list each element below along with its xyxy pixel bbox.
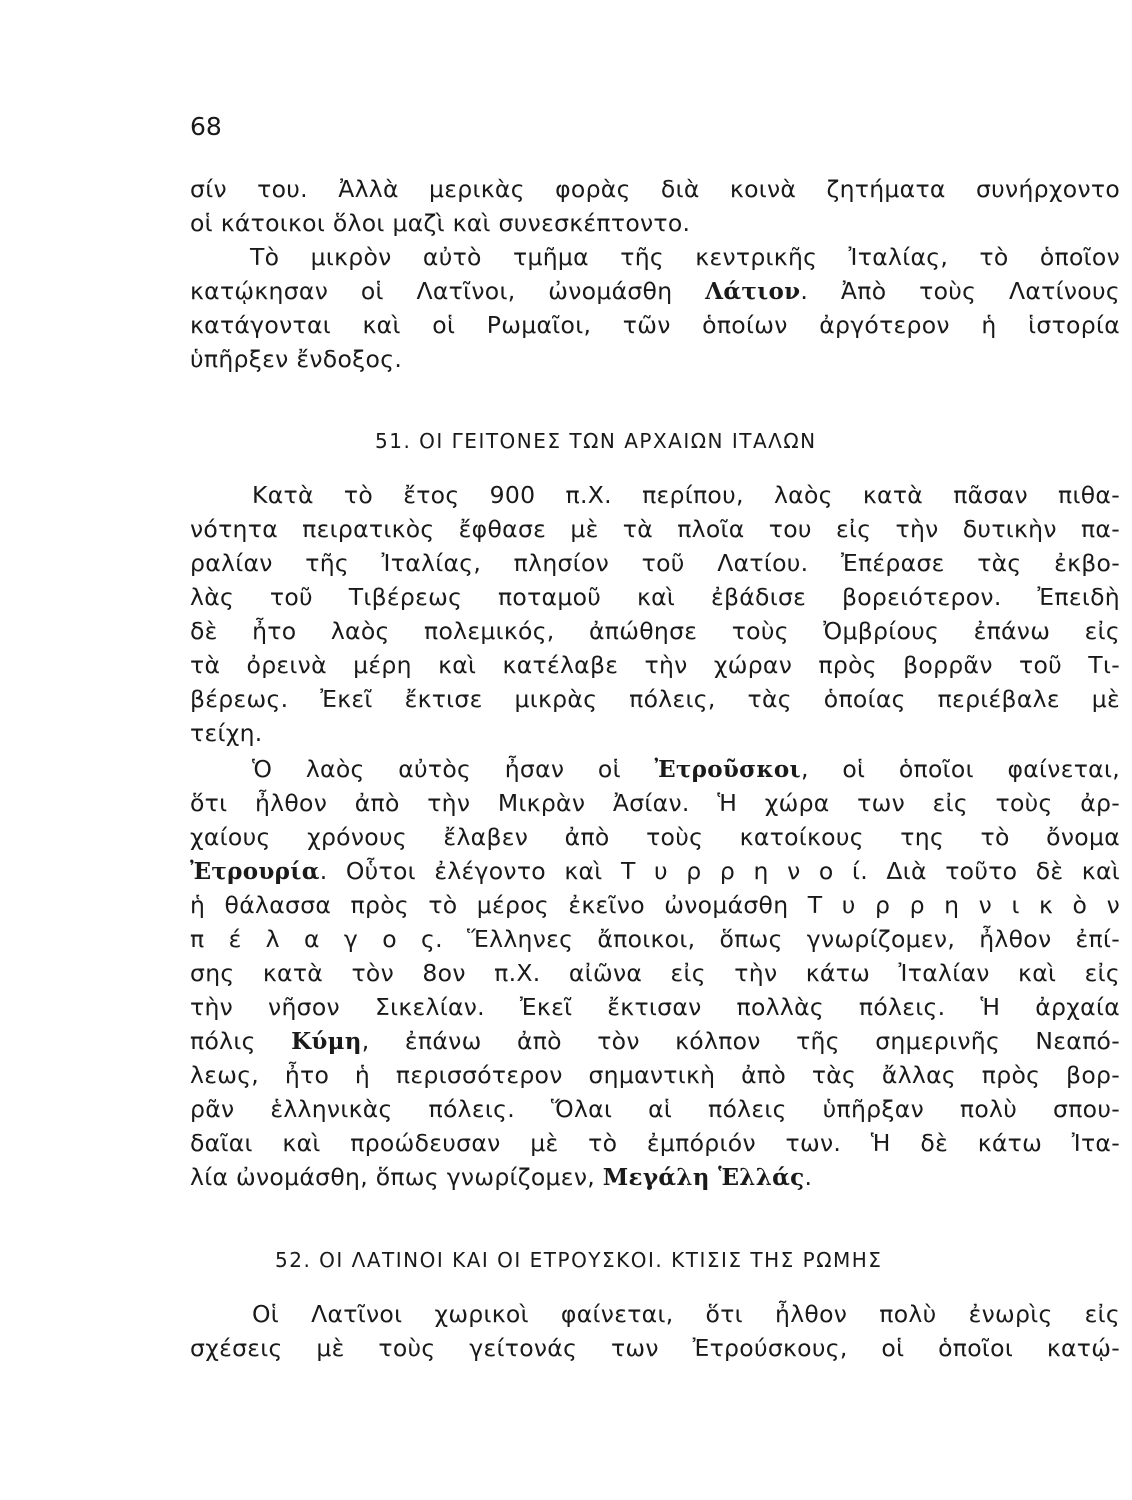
text-line: τείχη.	[190, 719, 263, 747]
emphasized-term: Μεγάλη Ἑλλάς	[602, 1164, 805, 1191]
text-line	[190, 1024, 1120, 1058]
text-line: σχέσεις μὲ τοὺς γείτονάς των Ἐτρούσκους, οἱ ὁποῖοι κατῴ-	[190, 1334, 1120, 1362]
text-line: π έ λ α γ ο ς. Ἕλληνες ἄποικοι, ὅπως γνωρίζομεν, ἦλθον ἐπί-	[190, 925, 1120, 953]
intro-text	[190, 172, 1120, 376]
text-line: Οἱ Λατῖνοι χωρικοὶ φαίνεται, ὅτι ἦλθον πολὺ ἐνωρὶς εἰς	[252, 1300, 1120, 1328]
text-line: ὅτι ἦλθον ἀπὸ τὴν Μικρὰν Ἀσίαν. Ἡ χώρα των εἰς τοὺς ἀρ-	[190, 789, 1120, 817]
section-51-paragraph-1	[190, 478, 1120, 750]
section-heading: 51. ΟΙ ΓΕΙΤΟΝΕΣ ΤΩΝ ΑΡΧΑΙΩΝ ΙΤΑΛΩΝ	[375, 429, 817, 453]
text-line: βέρεως. Ἐκεῖ ἔκτισε μικρὰς πόλεις, τὰς ὁποίας περιέβαλε μὲ	[190, 685, 1120, 713]
emphasized-term: Λάτιον	[705, 278, 801, 305]
text-run: , οἱ ὁποῖοι φαίνεται,	[800, 755, 1120, 783]
text-run: . Οὗτοι ἐλέγοντο καὶ Τ υ ρ ρ η ν ο ί. Διὰ τοῦτο δὲ καὶ	[319, 857, 1120, 885]
text-line: τὰ ὀρεινὰ μέρη καὶ κατέλαβε τὴν χώραν πρὸς βορρᾶν τοῦ Τι-	[190, 651, 1120, 679]
text-line: ραλίαν τῆς Ἰταλίας, πλησίον τοῦ Λατίου. Ἐπέρασε τὰς ἐκβο-	[190, 549, 1120, 577]
page-number: 68	[190, 112, 222, 141]
text-line: Τὸ μικρὸν αὐτὸ τμῆμα τῆς κεντρικῆς Ἰταλίας, τὸ ὁποῖον	[250, 243, 1120, 271]
text-run: Ὁ λαὸς αὐτὸς ἦσαν οἱ	[252, 755, 621, 783]
text-line: νότητα πειρατικὸς ἔφθασε μὲ τὰ πλοῖα του εἰς τὴν δυτικὴν πα-	[190, 515, 1120, 543]
text-line: ὑπῆρξεν ἔνδοξος.	[190, 345, 403, 373]
text-line: χαίους χρόνους ἔλαβεν ἀπὸ τοὺς κατοίκους της τὸ ὄνομα	[190, 823, 1120, 851]
text-line: λὰς τοῦ Τιβέρεως ποταμοῦ καὶ ἐβάδισε βορειότερον. Ἐπειδὴ	[190, 583, 1120, 611]
text-line: σης κατὰ τὸν 8ον π.Χ. αἰῶνα εἰς τὴν κάτω Ἰταλίαν καὶ εἰς	[190, 959, 1120, 987]
text-line: Κατὰ τὸ ἔτος 900 π.Χ. περίπου, λαὸς κατὰ πᾶσαν πιθα-	[252, 481, 1120, 509]
text-run: .	[804, 1163, 813, 1191]
text-run: . Ἀπὸ τοὺς Λατίνους	[800, 277, 1120, 305]
text-line: οἱ κάτοικοι ὅλοι μαζὶ καὶ συνεσκέπτοντο.	[190, 209, 691, 237]
emphasized-term: Κύμη	[291, 1028, 362, 1055]
text-line: τὴν νῆσον Σικελίαν. Ἐκεῖ ἔκτισαν πολλὰς πόλεις. Ἡ ἀρχαία	[190, 993, 1120, 1021]
text-run: , ἐπάνω ἀπὸ τὸν κόλπον τῆς σημερινῆς Νεαπό-	[361, 1027, 1120, 1055]
text-line	[190, 854, 1120, 888]
section-52-paragraph	[190, 1297, 1120, 1365]
text-run: λία ὠνομάσθη, ὅπως γνωρίζομεν,	[190, 1163, 596, 1191]
emphasized-term: Ἐτροῦσκοι	[654, 756, 801, 783]
emphasized-term: Ἐτρουρία	[190, 858, 320, 885]
text-line: λεως, ἦτο ἡ περισσότερον σημαντικὴ ἀπὸ τὰς ἄλλας πρὸς βορ-	[190, 1061, 1120, 1089]
text-line: δαῖαι καὶ προώδευσαν μὲ τὸ ἐμπόριόν των. Ἡ δὲ κάτω Ἰτα-	[190, 1129, 1120, 1157]
text-run: πόλις	[190, 1027, 256, 1055]
section-heading: 52. ΟΙ ΛΑΤΙΝΟΙ ΚΑΙ ΟΙ ΕΤΡΟΥΣΚΟΙ. ΚΤΙΣΙΣ ΤΗΣ ΡΩΜΗΣ	[275, 1248, 883, 1272]
text-line	[190, 274, 1120, 308]
text-line: δὲ ἦτο λαὸς πολεμικός, ἀπώθησε τοὺς Ὀμβρίους ἐπάνω εἰς	[190, 617, 1120, 645]
text-line: σίν του. Ἀλλὰ μερικὰς φορὰς διὰ κοινὰ ζητήματα συνήρχοντο	[190, 175, 1120, 203]
section-51-paragraph-2	[190, 752, 1120, 1194]
text-line	[190, 1160, 1120, 1194]
text-run: κατῴκησαν οἱ Λατῖνοι, ὠνομάσθη	[190, 277, 673, 305]
text-line: κατάγονται καὶ οἱ Ρωμαῖοι, τῶν ὁποίων ἀργότερον ἡ ἱστορία	[190, 311, 1120, 339]
text-line: ἡ θάλασσα πρὸς τὸ μέρος ἐκεῖνο ὠνομάσθη Τ υ ρ ρ η ν ι κ ὸ ν	[190, 891, 1120, 919]
text-line: ρᾶν ἑλληνικὰς πόλεις. Ὅλαι αἱ πόλεις ὑπῆρξαν πολὺ σπου-	[190, 1095, 1120, 1123]
text-line	[190, 752, 1120, 786]
